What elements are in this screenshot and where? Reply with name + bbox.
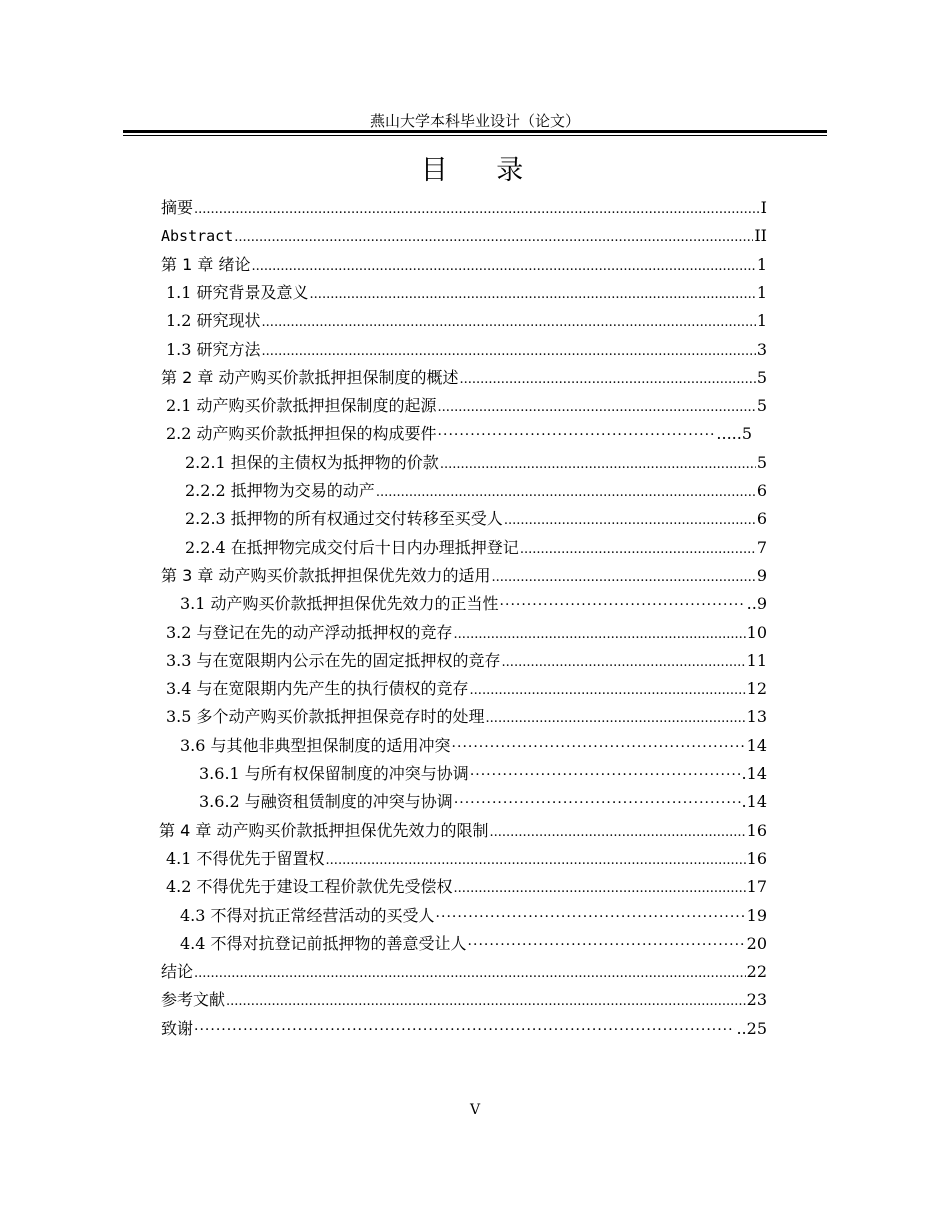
toc-dot-leader: [438, 421, 716, 449]
toc-entry-page: 7: [756, 537, 767, 557]
page-number: V: [469, 1102, 481, 1118]
toc-entry-label: 3.1 动产购买价款抵押担保优先效力的正当性: [180, 594, 499, 614]
toc-entry[interactable]: [166, 647, 767, 675]
toc-dot-leader: [489, 819, 745, 847]
toc-title: 目 录: [420, 155, 544, 186]
toc-entry-label: 3.3 与在宽限期内公示在先的固定抵押权的竞存: [166, 650, 501, 670]
toc-dot-leader: [486, 705, 746, 733]
toc-entry-page: 5: [756, 367, 767, 387]
toc-entry-label: 4.4 不得对抗登记前抵押物的善意受让人: [180, 933, 467, 953]
toc-entry-label: 致谢: [161, 1018, 194, 1038]
toc-entry-page: .....5: [716, 424, 752, 444]
toc-dot-leader: [504, 507, 756, 535]
toc-entry[interactable]: [180, 732, 767, 760]
toc-entry-page: 13: [746, 707, 767, 727]
toc-entry-page: 1: [756, 254, 767, 274]
toc-entry-label: 摘要: [161, 198, 194, 217]
toc-entry-label: 参考文献: [161, 990, 226, 1010]
toc-entry-label: 3.6 与其他非典型担保制度的适用冲突: [180, 735, 451, 755]
toc-entry-label: 第 1 章 绪论: [161, 254, 251, 274]
toc-dot-leader: [194, 196, 760, 224]
toc-entry[interactable]: [161, 194, 767, 222]
toc-entry-label: 第 3 章 动产购买价款抵押担保优先效力的适用: [161, 565, 491, 585]
toc-entry[interactable]: [166, 392, 767, 420]
toc-entry[interactable]: [166, 279, 767, 307]
toc-entry-page: I: [760, 198, 767, 217]
toc-entry-page: 1: [756, 282, 767, 302]
toc-entry-label: 3.5 多个动产购买价款抵押担保竞存时的处理: [166, 707, 485, 727]
toc-dot-leader: [440, 451, 756, 479]
toc-entry-page: 6: [756, 481, 767, 500]
toc-entry-label: 1.1 研究背景及意义: [166, 282, 309, 302]
toc-entry-page: 19: [746, 905, 767, 925]
toc-entry[interactable]: [159, 817, 767, 845]
toc-entry[interactable]: [161, 251, 767, 279]
toc-entry-page: 5: [756, 396, 767, 416]
toc-entry-page: 23: [746, 990, 767, 1010]
toc-entry-page: 1: [756, 311, 767, 331]
toc-entry-page: 17: [746, 877, 767, 897]
toc-entry[interactable]: [166, 336, 767, 364]
toc-dot-leader: [326, 847, 746, 875]
toc-dot-leader: [376, 479, 756, 507]
toc-entry[interactable]: [161, 986, 767, 1014]
toc-entry[interactable]: [166, 873, 767, 901]
toc-entry-label: 1.2 研究现状: [166, 311, 261, 331]
header-rule-thick: [123, 130, 827, 133]
toc-entry-label: 第 2 章 动产购买价款抵押担保制度的概述: [161, 367, 459, 387]
toc-entry[interactable]: [166, 307, 767, 335]
toc-dot-leader: [310, 281, 756, 309]
toc-entry-page: II: [754, 226, 767, 246]
toc-entry-page: 6: [756, 509, 767, 529]
toc-dot-leader: [251, 253, 755, 281]
toc-entry[interactable]: [161, 1015, 767, 1043]
toc-dot-leader: [454, 789, 741, 817]
toc-dot-leader: [452, 733, 746, 761]
toc-entry[interactable]: [161, 562, 767, 590]
toc-entry-page: 14: [746, 735, 767, 755]
toc-dot-leader: [194, 960, 746, 988]
header-rule-thin: [123, 135, 827, 136]
toc-dot-leader: [262, 338, 756, 366]
toc-entry[interactable]: [166, 675, 767, 703]
toc-entry-page: ..25: [736, 1018, 767, 1038]
toc-entry-page: 22: [746, 962, 767, 982]
toc-entry[interactable]: [185, 505, 767, 533]
toc-dot-leader: [502, 649, 746, 677]
toc-entry[interactable]: [180, 902, 767, 930]
toc-entry-page: 5: [756, 452, 767, 472]
toc-entry-label: 4.2 不得优先于建设工程价款优先受偿权: [166, 877, 453, 897]
toc-dot-leader: [470, 677, 746, 705]
toc-entry-page: 12: [746, 679, 767, 699]
toc-entry[interactable]: [180, 590, 767, 618]
toc-dot-leader: [520, 536, 756, 564]
toc-entry[interactable]: [166, 619, 767, 647]
toc-entry[interactable]: [199, 788, 767, 816]
toc-dot-leader: [436, 903, 746, 931]
toc-dot-leader: [491, 564, 755, 592]
toc-dot-leader: [262, 309, 756, 337]
toc-entry-label: 4.3 不得对抗正常经营活动的买受人: [180, 905, 435, 925]
toc-dot-leader: [234, 224, 753, 252]
toc-entry[interactable]: [166, 703, 767, 731]
toc-entry[interactable]: [161, 958, 767, 986]
toc-entry[interactable]: [180, 930, 767, 958]
toc-entry[interactable]: [161, 364, 767, 392]
toc-entry-label: 3.6.1 与所有权保留制度的冲突与协调: [199, 764, 469, 783]
running-header: 燕山大学本科毕业设计（论文）: [369, 112, 580, 130]
toc-entry-label: 2.2.3 抵押物的所有权通过交付转移至买受人: [185, 509, 503, 529]
toc-entry-page: 16: [746, 848, 767, 868]
toc-entry-label: 3.4 与在宽限期内先产生的执行债权的竞存: [166, 679, 469, 699]
toc-entry-page: 3: [756, 339, 767, 359]
toc-entry-label: 2.2.4 在抵押物完成交付后十日内办理抵押登记: [185, 537, 519, 557]
toc-entry-page: 16: [746, 820, 767, 840]
toc-entry-page: .14: [741, 792, 767, 812]
toc-entry-label: 2.2.2 抵押物为交易的动产: [185, 481, 375, 500]
toc-dot-leader: [454, 621, 746, 649]
toc-entry-page: ..9: [746, 594, 767, 614]
toc-dot-leader: [454, 875, 746, 903]
toc-entry[interactable]: [185, 477, 767, 505]
toc-entry-label: 3.2 与登记在先的动产浮动抵押权的竞存: [166, 622, 453, 642]
toc-entry-page: 10: [746, 622, 767, 642]
toc-dot-leader: [470, 761, 741, 789]
toc-dot-leader: [226, 988, 746, 1016]
toc-entry-label: 3.6.2 与融资租赁制度的冲突与协调: [199, 792, 453, 812]
toc-dot-leader: [468, 931, 746, 959]
toc-dot-leader: [500, 591, 746, 619]
toc-entry-page: 20: [746, 933, 767, 953]
toc-entry-page: .14: [741, 764, 767, 783]
toc-entry[interactable]: [185, 534, 767, 562]
toc-dot-leader: [194, 1016, 735, 1044]
toc-entry-label: 2.1 动产购买价款抵押担保制度的起源: [166, 396, 437, 416]
toc-entry-label: 2.2 动产购买价款抵押担保的构成要件: [166, 424, 437, 444]
toc-dot-leader: [459, 366, 755, 394]
toc-entry-label: 2.2.1 担保的主债权为抵押物的价款: [185, 452, 439, 472]
toc-entry[interactable]: [161, 222, 767, 250]
toc-entry[interactable]: [166, 845, 767, 873]
toc-entry-label: 4.1 不得优先于留置权: [166, 848, 325, 868]
toc-entry-label: 结论: [161, 962, 194, 982]
toc-dot-leader: [438, 394, 756, 422]
toc-entry-page: 11: [746, 650, 767, 670]
toc-entry-label: Abstract: [161, 227, 234, 246]
toc-entry-label: 1.3 研究方法: [166, 339, 261, 359]
toc-entry[interactable]: [166, 420, 752, 448]
toc-entry-label: 第 4 章 动产购买价款抵押担保优先效力的限制: [159, 820, 489, 840]
toc-entry[interactable]: [199, 760, 767, 788]
toc-entry[interactable]: [185, 449, 767, 477]
toc-entry-page: 9: [756, 565, 767, 585]
